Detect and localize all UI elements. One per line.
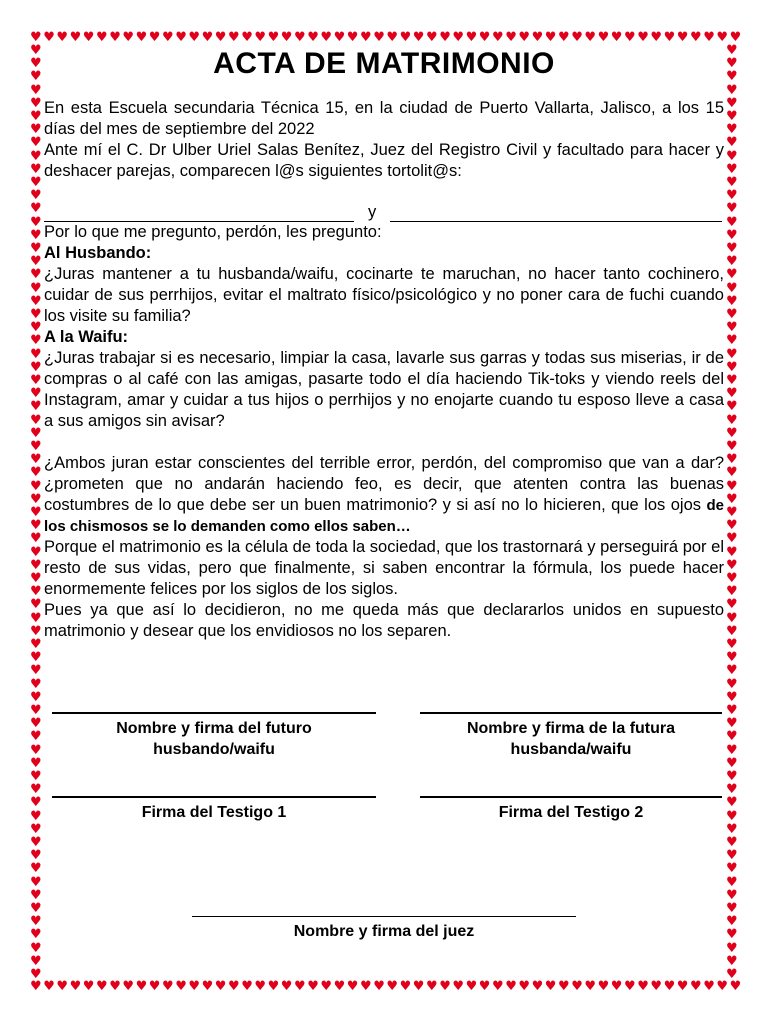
heart-icon: ♥ [726, 716, 738, 732]
heart-icon: ♥ [726, 201, 738, 217]
signature-line [52, 796, 376, 798]
heart-icon: ♥ [162, 30, 174, 45]
closing-paragraph-2: Pues ya que así lo decidieron, no me queda más que declararlos unidos en supuesto matrimonio y desear que los envidiosos no los separen. [44, 601, 724, 640]
heart-icon: ♥ [597, 979, 610, 994]
heart-icon: ♥ [254, 979, 267, 994]
heart-icon: ♥ [82, 30, 95, 45]
heart-icon: ♥ [30, 505, 42, 520]
heart-icon: ♥ [30, 848, 42, 864]
wife-heading: A la Waifu: [44, 328, 129, 346]
heart-icon: ♥ [30, 703, 42, 718]
heart-icon: ♥ [30, 782, 42, 798]
heart-icon: ♥ [360, 979, 372, 994]
heart-icon: ♥ [30, 663, 42, 679]
wife-vow: ¿Juras trabajar si es necesario, limpiar la casa, lavarle sus garras y todas sus miserias, ir de compras o al café con las amigas, pasarte todo el día haciendo Tik-toks y viendo reels del Instagram, amar y cuidar a tus hijos o perrhijos y no enojarte cuando tu esposo lleve a casa a sus amigos sin avisar? [44, 349, 724, 430]
heart-icon: ♥ [452, 979, 465, 994]
heart-icon: ♥ [30, 280, 42, 296]
heart-icon: ♥ [30, 729, 42, 745]
heart-icon: ♥ [96, 30, 108, 45]
heart-icon: ♥ [294, 30, 306, 45]
heart-icon: ♥ [726, 109, 738, 124]
heart-icon: ♥ [135, 979, 148, 994]
heart-icon: ♥ [30, 109, 42, 124]
heart-icon: ♥ [650, 979, 663, 994]
heart-icon: ♥ [726, 584, 738, 600]
heart-icon: ♥ [426, 30, 438, 45]
heart-icon: ♥ [30, 320, 42, 336]
judge-signature[interactable] [192, 916, 576, 942]
judge-signature-label: Nombre y firma del juez [293, 923, 475, 940]
first-spouse-blank[interactable] [44, 203, 354, 222]
husband-vow: ¿Juras mantener a tu husbanda/waifu, cocinarte te maruchan, no hacer tanto cochinero, cuidar de sus perrhijos, evitar el maltrato físico/psicológico y no poner cara de fuchi cuando los visite su familia? [44, 265, 724, 325]
heart-icon: ♥ [30, 544, 42, 560]
heart-icon: ♥ [726, 95, 738, 111]
heart-icon: ♥ [726, 835, 738, 850]
heart-icon: ♥ [307, 979, 319, 994]
heart-icon: ♥ [726, 505, 738, 520]
heart-icon: ♥ [726, 346, 738, 362]
heart-icon: ♥ [505, 30, 517, 45]
wife-signature[interactable] [420, 712, 722, 760]
heart-icon: ♥ [726, 425, 738, 441]
heart-icon: ♥ [30, 346, 42, 362]
heart-icon: ♥ [30, 43, 42, 58]
heart-icon: ♥ [201, 979, 214, 994]
heart-icon: ♥ [726, 214, 738, 230]
heart-icon: ♥ [254, 30, 267, 45]
names-separator: y [368, 203, 377, 221]
heart-icon: ♥ [726, 465, 738, 481]
heart-icon: ♥ [726, 557, 738, 573]
heart-icon: ♥ [30, 491, 42, 507]
witness1-signature-label: Firma del Testigo 1 [141, 804, 287, 821]
heart-icon: ♥ [505, 979, 517, 994]
husband-signature[interactable] [52, 712, 376, 760]
heart-icon: ♥ [726, 69, 738, 85]
heart-icon: ♥ [726, 782, 738, 798]
heart-icon: ♥ [373, 30, 385, 45]
heart-icon: ♥ [399, 979, 412, 994]
heart-icon: ♥ [518, 979, 531, 994]
heart-icon: ♥ [30, 755, 42, 771]
heart-icon: ♥ [294, 979, 306, 994]
heart-icon: ♥ [726, 571, 738, 586]
witness1-signature[interactable] [52, 796, 376, 823]
heart-icon: ♥ [30, 835, 42, 850]
heart-icon: ♥ [43, 979, 55, 994]
heart-icon: ♥ [30, 201, 42, 217]
heart-icon: ♥ [571, 979, 583, 994]
heart-icon: ♥ [726, 742, 738, 758]
heart-icon: ♥ [729, 979, 742, 994]
heart-icon: ♥ [726, 795, 738, 811]
heart-icon: ♥ [637, 979, 649, 994]
heart-icon: ♥ [30, 188, 42, 204]
heart-icon: ♥ [386, 30, 399, 45]
heart-icon: ♥ [135, 30, 148, 45]
heart-icon: ♥ [96, 979, 108, 994]
heart-icon: ♥ [30, 637, 42, 652]
heart-icon: ♥ [30, 769, 42, 784]
heart-icon: ♥ [69, 979, 82, 994]
heart-icon: ♥ [597, 30, 610, 45]
heart-icon: ♥ [30, 584, 42, 600]
heart-icon: ♥ [726, 901, 738, 916]
heart-icon: ♥ [30, 254, 42, 270]
heart-icon: ♥ [726, 188, 738, 204]
heart-icon: ♥ [109, 30, 121, 45]
heart-icon: ♥ [30, 518, 42, 534]
closing-paragraph-1: Porque el matrimonio es la célula de toda la sociedad, que los trastornará y perseguirá por el resto de sus vidas, pero que finalmente, si saben encontrar la fórmula, los puede hacer enormemente felices por los siglos de los siglos. [44, 538, 724, 598]
heart-icon: ♥ [241, 979, 253, 994]
heart-icon: ♥ [726, 161, 738, 177]
heart-icon: ♥ [726, 412, 738, 428]
heart-icon: ♥ [30, 425, 42, 441]
heart-icon: ♥ [30, 214, 42, 230]
heart-icon: ♥ [30, 267, 42, 283]
heart-icon: ♥ [320, 979, 333, 994]
heart-icon: ♥ [726, 874, 738, 890]
heart-icon: ♥ [726, 333, 738, 349]
heart-icon: ♥ [726, 689, 738, 705]
heart-icon: ♥ [30, 808, 42, 824]
heart-icon: ♥ [320, 30, 333, 45]
heart-icon: ♥ [726, 148, 738, 164]
heart-icon: ♥ [690, 30, 702, 45]
heart-icon: ♥ [30, 716, 42, 732]
heart-icon: ♥ [726, 940, 738, 956]
signature-line [420, 796, 722, 798]
heart-icon: ♥ [726, 241, 738, 256]
intro-paragraph-2: Ante mí el C. Dr Ulber Uriel Salas Benítez, Juez del Registro Civil y facultado para hacer y deshacer parejas, comparecen l@s siguientes tortolit@s: [44, 141, 724, 180]
heart-icon: ♥ [726, 227, 738, 243]
heart-icon: ♥ [518, 30, 531, 45]
heart-icon: ♥ [30, 95, 42, 111]
heart-icon: ♥ [214, 979, 227, 994]
heart-icon: ♥ [201, 30, 214, 45]
heart-icon: ♥ [624, 979, 636, 994]
heart-icon: ♥ [726, 676, 738, 692]
heart-icon: ♥ [726, 887, 738, 903]
heart-icon: ♥ [82, 979, 95, 994]
heart-icon: ♥ [726, 848, 738, 864]
heart-icon: ♥ [122, 979, 135, 994]
heart-icon: ♥ [148, 30, 161, 45]
heart-icon: ♥ [162, 979, 174, 994]
heart-icon: ♥ [30, 293, 42, 309]
heart-icon: ♥ [703, 979, 715, 994]
heart-icon: ♥ [30, 333, 42, 349]
couple-names-row [44, 200, 724, 222]
heart-icon: ♥ [30, 650, 42, 666]
heart-icon: ♥ [726, 729, 738, 745]
heart-icon: ♥ [30, 623, 42, 639]
heart-icon: ♥ [30, 386, 42, 402]
heart-icon: ♥ [30, 531, 42, 547]
heart-icon: ♥ [373, 979, 385, 994]
heart-icon: ♥ [726, 82, 738, 98]
certificate-page [44, 44, 724, 984]
heart-icon: ♥ [584, 979, 597, 994]
heart-icon: ♥ [280, 979, 293, 994]
heart-icon: ♥ [726, 623, 738, 639]
heart-icon: ♥ [30, 82, 42, 98]
question-intro: Por lo que me pregunto, perdón, les pregunto: [44, 223, 382, 241]
heart-icon: ♥ [726, 821, 738, 837]
heart-icon: ♥ [30, 399, 42, 415]
heart-icon: ♥ [30, 478, 42, 494]
heart-icon: ♥ [30, 940, 42, 956]
heart-icon: ♥ [30, 465, 42, 481]
heart-icon: ♥ [492, 979, 504, 994]
signature-line [52, 712, 376, 714]
heart-icon: ♥ [241, 30, 253, 45]
heart-icon: ♥ [56, 30, 69, 45]
heart-icon: ♥ [726, 597, 738, 613]
heart-icon: ♥ [30, 887, 42, 903]
heart-icon: ♥ [726, 373, 738, 388]
heart-icon: ♥ [30, 373, 42, 388]
heart-icon: ♥ [175, 30, 187, 45]
both-vow-bold-end: de los chismosos se lo demanden como ellos saben… [44, 497, 724, 535]
heart-icon: ♥ [465, 30, 478, 45]
heart-icon: ♥ [386, 979, 399, 994]
heart-icon: ♥ [30, 175, 42, 190]
heart-icon: ♥ [726, 663, 738, 679]
heart-icon: ♥ [703, 30, 715, 45]
heart-icon: ♥ [726, 703, 738, 718]
heart-icon: ♥ [610, 30, 623, 45]
heart-icon: ♥ [726, 478, 738, 494]
heart-icon: ♥ [30, 901, 42, 916]
heart-icon: ♥ [716, 30, 729, 45]
husband-heading: Al Husbando: [44, 244, 152, 262]
heart-icon: ♥ [412, 30, 425, 45]
heart-icon: ♥ [30, 69, 42, 85]
heart-icon: ♥ [30, 742, 42, 758]
heart-icon: ♥ [726, 967, 738, 982]
heart-icon: ♥ [650, 30, 663, 45]
heart-icon: ♥ [726, 293, 738, 309]
heart-icon: ♥ [726, 452, 738, 468]
heart-icon: ♥ [531, 30, 544, 45]
heart-icon: ♥ [624, 30, 636, 45]
husband-signature-label: Nombre y firma del futuro husbando/waifu [116, 720, 312, 758]
heart-icon: ♥ [726, 135, 738, 151]
both-vow [44, 453, 724, 537]
heart-icon: ♥ [726, 307, 738, 322]
heart-icon: ♥ [30, 56, 42, 72]
heart-icon: ♥ [267, 979, 280, 994]
heart-icon: ♥ [726, 491, 738, 507]
heart-icon: ♥ [726, 637, 738, 652]
heart-icon: ♥ [30, 148, 42, 164]
heart-icon: ♥ [610, 979, 623, 994]
heart-icon: ♥ [726, 359, 738, 375]
heart-icon: ♥ [30, 861, 42, 877]
heart-icon: ♥ [399, 30, 412, 45]
heart-icon: ♥ [726, 43, 738, 58]
intro-paragraph-1: En esta Escuela secundaria Técnica 15, en la ciudad de Puerto Vallarta, Jalisco, a los 15 días del mes de septiembre del 2022 [44, 99, 724, 138]
heart-icon: ♥ [465, 979, 478, 994]
heart-icon: ♥ [690, 979, 702, 994]
heart-icon: ♥ [228, 979, 240, 994]
heart-icon: ♥ [175, 979, 187, 994]
heart-icon: ♥ [188, 979, 201, 994]
heart-icon: ♥ [30, 161, 42, 177]
heart-icon: ♥ [726, 439, 738, 454]
heart-icon: ♥ [30, 914, 42, 930]
heart-icon: ♥ [478, 979, 491, 994]
heart-icon: ♥ [726, 769, 738, 784]
heart-icon: ♥ [30, 689, 42, 705]
heart-icon: ♥ [346, 30, 359, 45]
heart-icon: ♥ [584, 30, 597, 45]
heart-icon: ♥ [346, 979, 359, 994]
heart-icon: ♥ [637, 30, 649, 45]
heart-icon: ♥ [663, 979, 676, 994]
heart-icon: ♥ [30, 452, 42, 468]
heart-icon: ♥ [729, 30, 742, 45]
heart-icon: ♥ [30, 412, 42, 428]
heart-icon: ♥ [30, 571, 42, 586]
heart-icon: ♥ [30, 30, 42, 45]
heart-icon: ♥ [726, 808, 738, 824]
heart-icon: ♥ [726, 531, 738, 547]
heart-icon: ♥ [676, 30, 689, 45]
heart-icon: ♥ [716, 979, 729, 994]
heart-icon: ♥ [188, 30, 201, 45]
heart-icon: ♥ [426, 979, 438, 994]
heart-icon: ♥ [122, 30, 135, 45]
heart-icon: ♥ [726, 914, 738, 930]
heart-icon: ♥ [726, 927, 738, 943]
heart-icon: ♥ [228, 30, 240, 45]
heart-icon: ♥ [412, 979, 425, 994]
heart-icon: ♥ [726, 122, 738, 138]
heart-icon: ♥ [69, 30, 82, 45]
heart-icon: ♥ [726, 544, 738, 560]
heart-icon: ♥ [726, 399, 738, 415]
heart-icon: ♥ [726, 755, 738, 771]
heart-icon: ♥ [478, 30, 491, 45]
witness2-signature-label: Firma del Testigo 2 [498, 804, 644, 821]
heart-icon: ♥ [544, 979, 557, 994]
heart-icon: ♥ [726, 386, 738, 402]
heart-icon: ♥ [30, 953, 42, 969]
heart-icon: ♥ [30, 927, 42, 943]
heart-icon: ♥ [571, 30, 583, 45]
heart-icon: ♥ [30, 610, 42, 626]
heart-icon: ♥ [726, 320, 738, 336]
heart-icon: ♥ [56, 979, 69, 994]
heart-icon: ♥ [30, 122, 42, 138]
heart-icon: ♥ [676, 979, 689, 994]
heart-icon: ♥ [452, 30, 465, 45]
heart-icon: ♥ [558, 979, 570, 994]
heart-icon: ♥ [30, 557, 42, 573]
heart-icon: ♥ [726, 175, 738, 190]
document-title: ACTA DE MATRIMONIO [213, 47, 555, 80]
heart-icon: ♥ [30, 795, 42, 811]
heart-icon: ♥ [726, 650, 738, 666]
heart-icon: ♥ [726, 254, 738, 270]
heart-icon: ♥ [30, 135, 42, 151]
heart-icon: ♥ [726, 267, 738, 283]
heart-icon: ♥ [439, 979, 451, 994]
heart-icon: ♥ [30, 359, 42, 375]
heart-icon: ♥ [30, 979, 42, 994]
heart-icon: ♥ [267, 30, 280, 45]
heart-icon: ♥ [726, 518, 738, 534]
heart-icon: ♥ [726, 610, 738, 626]
heart-icon: ♥ [360, 30, 372, 45]
heart-icon: ♥ [30, 874, 42, 890]
both-vow-text: ¿Ambos juran estar conscientes del terrible error, perdón, del compromiso que van a dar? ¿prometen que no andarán haciendo feo, es decir, que atenten contra las buenas costumbres de lo que debe ser un buen matrimonio? y si así no lo hicieren, que los ojos [44, 454, 724, 514]
heart-icon: ♥ [544, 30, 557, 45]
heart-icon: ♥ [558, 30, 570, 45]
heart-icon: ♥ [726, 280, 738, 296]
signature-line [420, 712, 722, 714]
heart-icon: ♥ [30, 597, 42, 613]
heart-icon: ♥ [333, 30, 346, 45]
heart-icon: ♥ [30, 227, 42, 243]
heart-icon: ♥ [30, 967, 42, 982]
wife-signature-label: Nombre y firma de la futura husbanda/waifu [466, 720, 676, 758]
heart-icon: ♥ [214, 30, 227, 45]
heart-icon: ♥ [663, 30, 676, 45]
witness2-signature[interactable] [420, 796, 722, 823]
heart-icon: ♥ [307, 30, 319, 45]
heart-icon: ♥ [531, 979, 544, 994]
heart-icon: ♥ [30, 439, 42, 454]
heart-icon: ♥ [43, 30, 55, 45]
heart-icon: ♥ [30, 307, 42, 322]
heart-icon: ♥ [333, 979, 346, 994]
heart-icon: ♥ [726, 861, 738, 877]
signature-line [192, 916, 576, 917]
heart-icon: ♥ [726, 56, 738, 72]
heart-icon: ♥ [30, 241, 42, 256]
heart-icon: ♥ [439, 30, 451, 45]
heart-icon: ♥ [109, 979, 121, 994]
heart-icon: ♥ [148, 979, 161, 994]
heart-icon: ♥ [726, 953, 738, 969]
heart-icon: ♥ [30, 676, 42, 692]
heart-icon: ♥ [492, 30, 504, 45]
heart-icon: ♥ [280, 30, 293, 45]
second-spouse-blank[interactable] [390, 203, 722, 222]
heart-icon: ♥ [30, 821, 42, 837]
